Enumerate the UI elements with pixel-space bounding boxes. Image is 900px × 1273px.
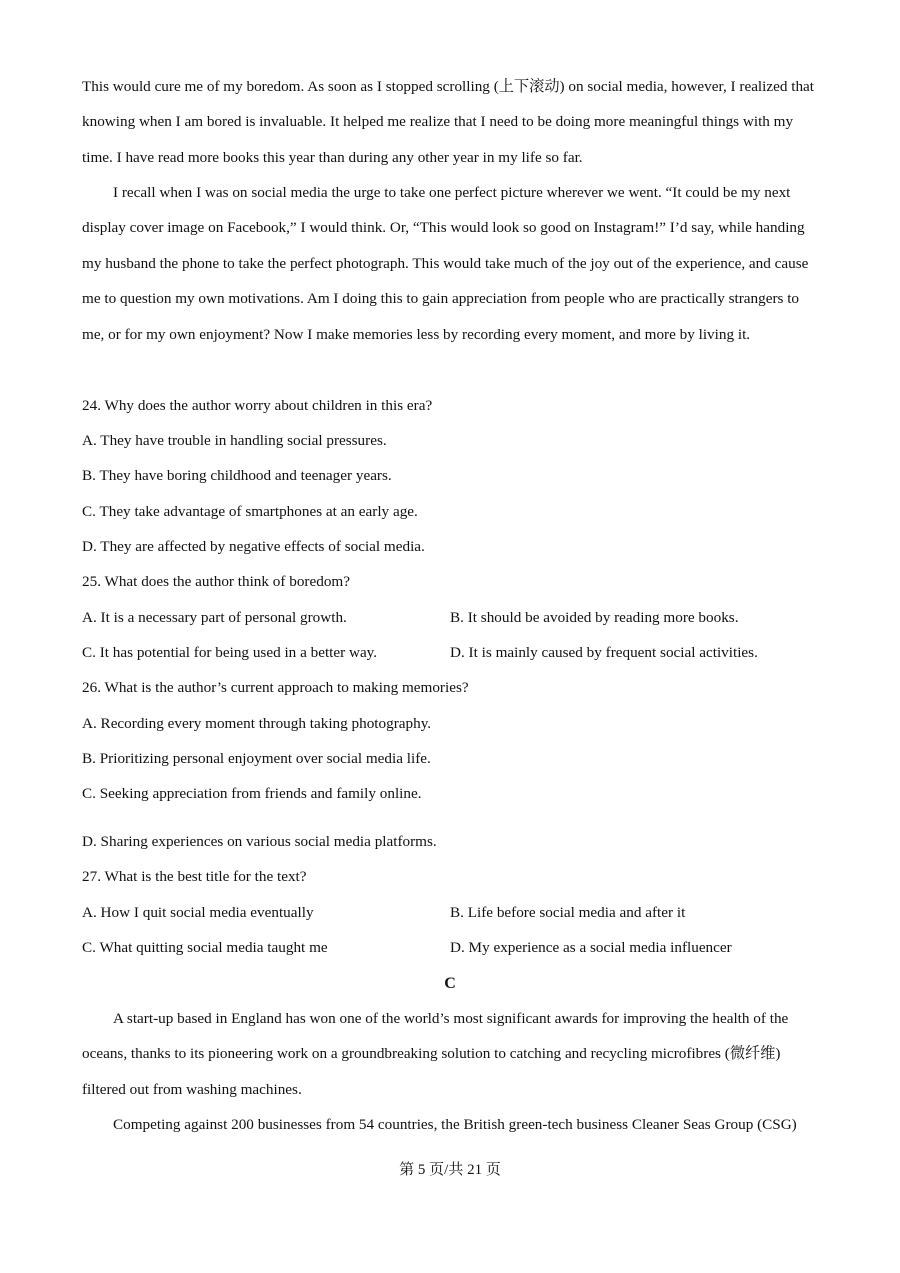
question-26-stem: 26. What is the author’s current approach to making memories? — [82, 679, 469, 696]
question-24-option-d: D. They are affected by negative effects of social media. — [82, 538, 425, 555]
section-c-heading: C — [444, 975, 456, 992]
question-27-option-b: B. Life before social media and after it — [450, 904, 686, 921]
question-25-option-c: C. It has potential for being used in a better way. — [82, 644, 378, 661]
question-27-stem: 27. What is the best title for the text? — [82, 868, 307, 885]
section-c-paragraph-1: A start-up based in England has won one of the world’s most significant awards for improving the health of the oceans, thanks to its pioneering work on a groundbreaking solution to catching and recycling microfibres (微纤维) filtered out from washing machines. — [82, 1010, 789, 1098]
question-24-stem: 24. Why does the author worry about children in this era? — [82, 397, 433, 414]
question-24-option-b: B. They have boring childhood and teenager years. — [82, 467, 392, 484]
paragraph-boredom: This would cure me of my boredom. As soon as I stopped scrolling (上下滚动) on social media, however, I realized that knowing when I am bored is invaluable. It helped me realize that I need to be doing more meaningful things with my time. I have read more books this year than during any other year in my life so far. — [82, 78, 815, 166]
question-25-option-b: B. It should be avoided by reading more books. — [450, 609, 739, 626]
question-25-stem: 25. What does the author think of boredom? — [82, 573, 350, 590]
question-25-option-d: D. It is mainly caused by frequent social activities. — [450, 644, 758, 661]
paragraph-photos: I recall when I was on social media the urge to take one perfect picture wherever we went. “It could be my next display cover image on Facebook,” I would think. Or, “This would look so good on Instagram!” I’d say, while handing my husband the phone to take the perfect photograph. This would take much of the joy out of the experience, and cause me to question my own motivations. Am I doing this to gain appreciation from people who are practically strangers to me, or for my own enjoyment? Now I make memories less by recording every moment, and more by living it. — [82, 184, 809, 343]
question-27-option-a: A. How I quit social media eventually — [82, 904, 314, 921]
question-26-option-d: D. Sharing experiences on various social media platforms. — [82, 833, 437, 850]
question-25-option-a: A. It is a necessary part of personal growth. — [82, 609, 347, 626]
page-number-footer: 第 5 页/共 21 页 — [399, 1162, 501, 1178]
question-27-option-d: D. My experience as a social media influencer — [450, 939, 732, 956]
question-26-option-a: A. Recording every moment through taking photography. — [82, 715, 432, 732]
section-c-paragraph-2: Competing against 200 businesses from 54 countries, the British green-tech business Cleaner Seas Group (CSG) — [113, 1116, 797, 1133]
question-24-option-c: C. They take advantage of smartphones at an early age. — [82, 503, 418, 520]
question-26-option-b: B. Prioritizing personal enjoyment over social media life. — [82, 750, 431, 767]
question-27-option-c: C. What quitting social media taught me — [82, 939, 328, 956]
question-26-option-c: C. Seeking appreciation from friends and family online. — [82, 785, 422, 802]
question-24-option-a: A. They have trouble in handling social pressures. — [82, 432, 387, 449]
